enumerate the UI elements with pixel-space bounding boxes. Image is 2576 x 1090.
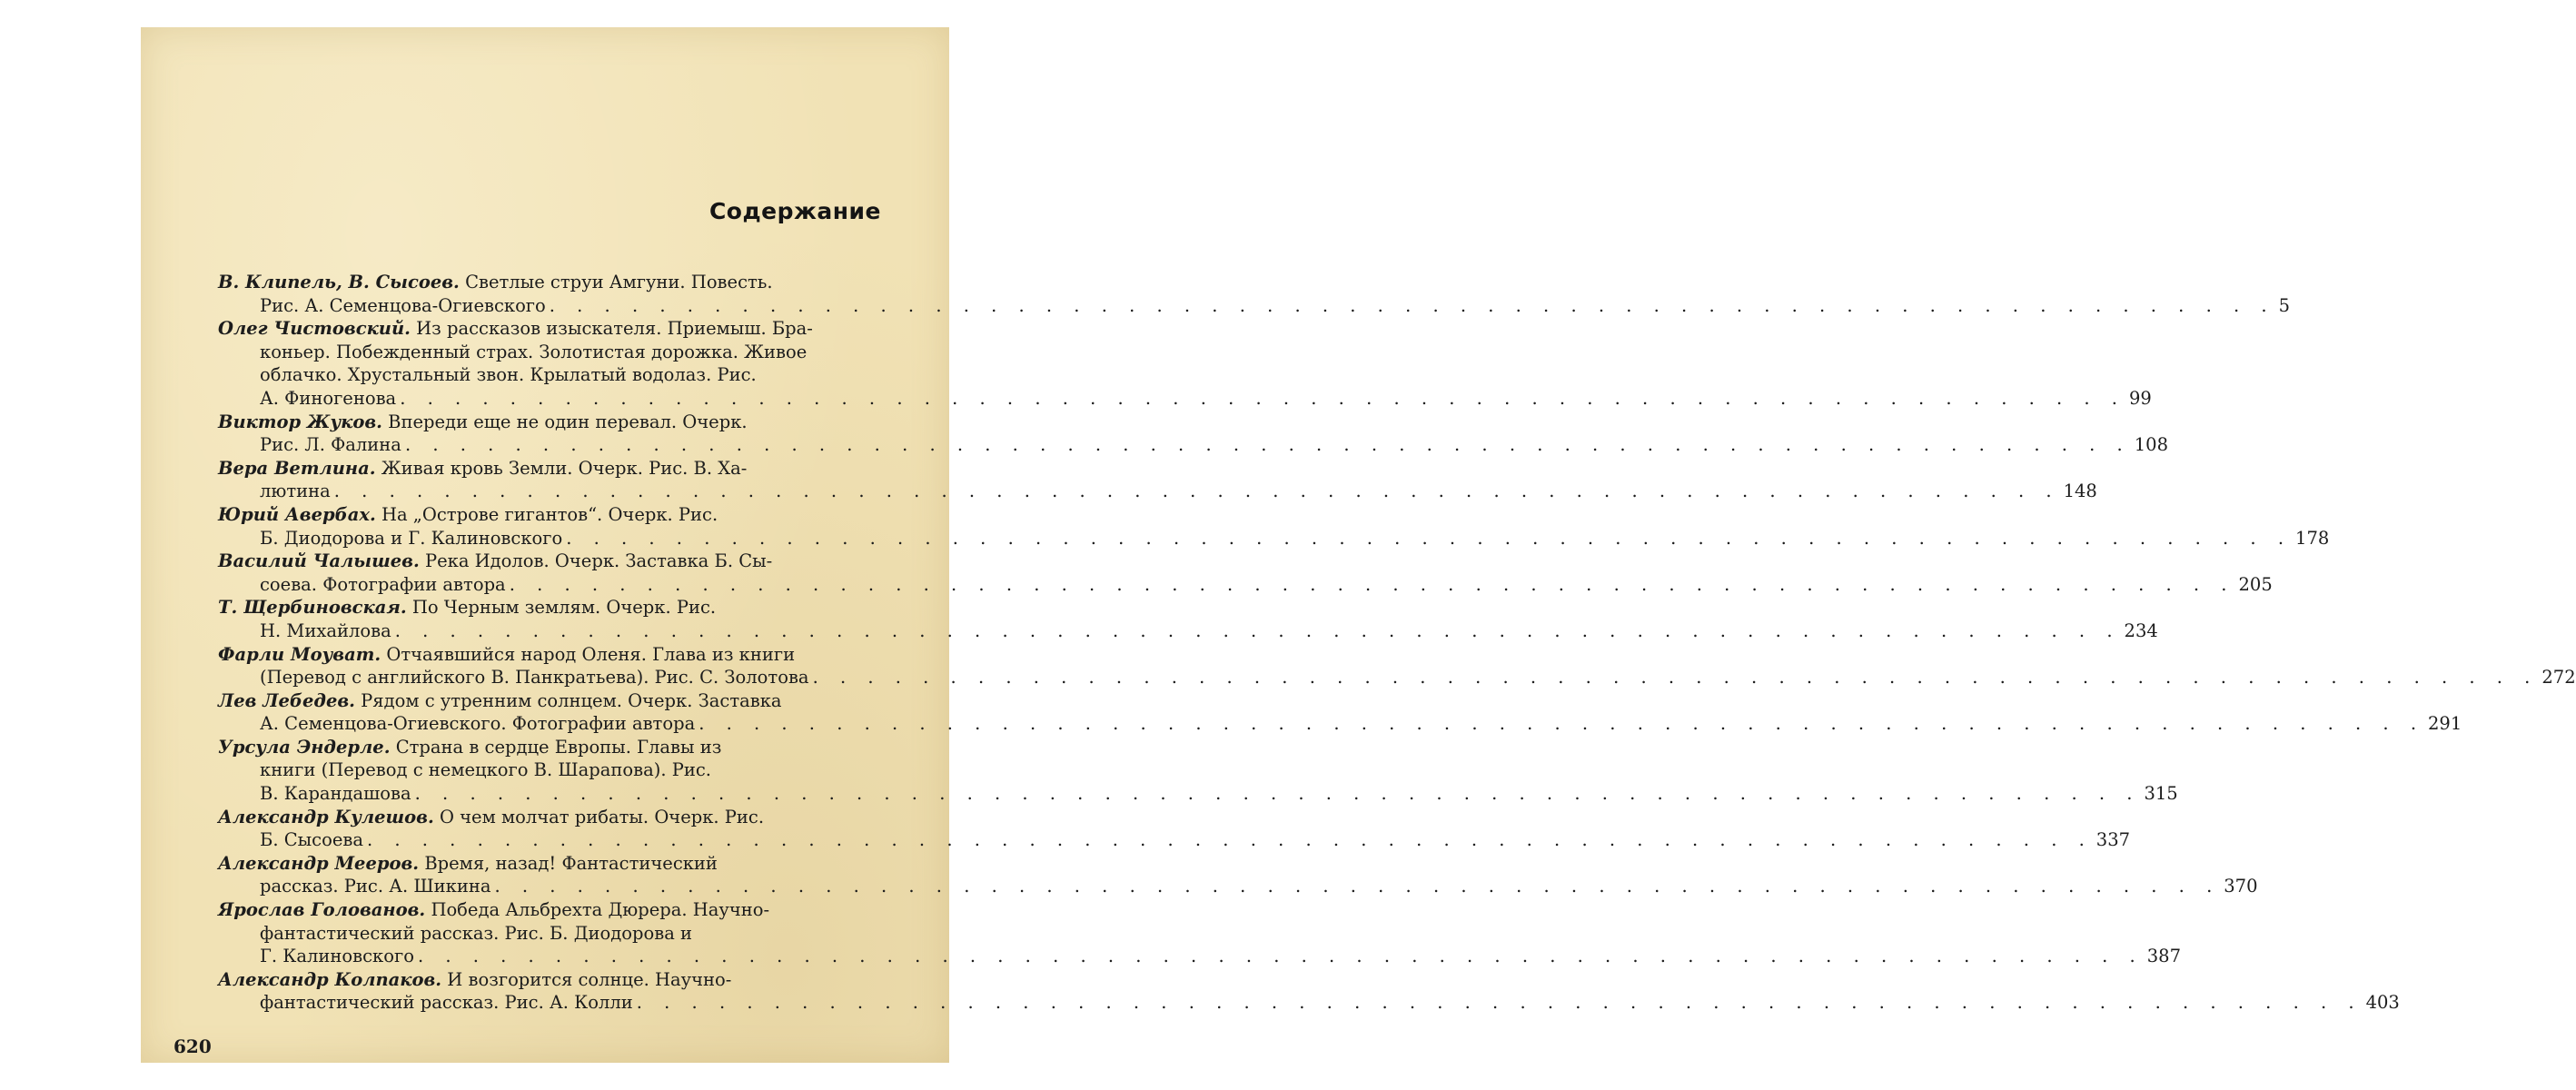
- toc-entry: [218, 806, 2131, 852]
- toc-entry: [218, 503, 2330, 550]
- entry-author: Лев Лебедев.: [218, 689, 355, 711]
- entry-title-line: Светлые струи Амгуни. Повесть.: [465, 272, 773, 292]
- entry-page-number: 178: [2295, 527, 2330, 549]
- entry-author: Олег Чистовский.: [218, 318, 411, 340]
- entry-author: Ярослав Голованов.: [218, 899, 426, 921]
- leader-dots: [411, 783, 2145, 804]
- entry-page-number: 205: [2238, 573, 2273, 595]
- toc-entry: [218, 271, 2290, 317]
- entry-title-line: книги (Перевод с немецкого В. Шарапова). Рис.: [260, 759, 711, 781]
- entry-title-line: фантастический рассказ. Рис. Б. Диодорова и: [260, 922, 693, 944]
- leader-dots: [363, 829, 2096, 850]
- entry-page-number: 370: [2224, 876, 2258, 897]
- entry-author: Урсула Эндерле.: [218, 736, 391, 758]
- entry-author: Александр Мееров.: [218, 852, 420, 874]
- entry-page-number: 234: [2124, 619, 2158, 641]
- toc-entry: [218, 643, 2576, 689]
- page-number: 620: [173, 1036, 212, 1057]
- leader-dots: [562, 528, 2295, 549]
- toc-entry: [218, 852, 2258, 898]
- table-of-contents: [218, 271, 2576, 1015]
- entry-last-line: Рис. Л. Фалина: [260, 434, 401, 456]
- entry-author: Т. Щербиновская.: [218, 597, 407, 619]
- entry-title-line: Река Идолов. Очерк. Заставка Б. Сы-: [424, 550, 773, 572]
- toc-entry: [218, 550, 2273, 596]
- entry-last-line: соева. Фотографии автора: [260, 573, 506, 595]
- entry-page-number: 148: [2063, 481, 2097, 502]
- entry-author: Виктор Жуков.: [218, 411, 382, 432]
- entry-title-line: На „Острове гигантов“. Очерк. Рис.: [381, 503, 718, 525]
- entry-page-number: 291: [2428, 713, 2462, 735]
- toc-entry: [218, 968, 2400, 1015]
- page-title: Содержание: [708, 198, 881, 224]
- entry-author: Василий Чалышев.: [218, 550, 420, 572]
- leader-dots: [391, 620, 2125, 641]
- toc-entry: [218, 411, 2168, 457]
- leader-dots: [331, 481, 2064, 501]
- entry-last-line: В. Карандашова: [260, 783, 411, 805]
- entry-last-line: лютина: [260, 481, 331, 502]
- entry-author: Александр Колпаков.: [218, 968, 442, 990]
- entry-page-number: 272: [2541, 667, 2576, 689]
- entry-last-line: А. Финогенова: [260, 387, 397, 409]
- entry-title-line: Победа Альбрехта Дюрера. Научно-: [431, 899, 770, 921]
- entry-title-line: И возгорится солнце. Научно-: [447, 968, 732, 990]
- entry-last-line: рассказ. Рис. А. Шикина: [260, 876, 491, 897]
- entry-title-line: Отчаявшийся народ Оленя. Глава из книги: [386, 643, 796, 665]
- leader-dots: [695, 713, 2428, 734]
- entry-last-line: Рис. А. Семенцова-Огиевского: [260, 294, 546, 316]
- entry-title-line: коньер. Побежденный страх. Золотистая дорожка. Живое: [260, 341, 807, 362]
- entry-last-line: фантастический рассказ. Рис. А. Колли: [260, 992, 633, 1014]
- entry-last-line: (Перевод с английского В. Панкратьева). Рис. С. Золотова: [260, 667, 809, 689]
- entry-author: Вера Ветлина.: [218, 457, 376, 479]
- entry-page-number: 108: [2134, 434, 2168, 456]
- toc-entry: [218, 596, 2158, 642]
- entry-last-line: Г. Калиновского: [260, 946, 414, 967]
- leader-dots: [633, 992, 2366, 1013]
- entry-last-line: Б. Сысоева: [260, 829, 363, 851]
- leader-dots: [396, 388, 2129, 409]
- entry-last-line: Н. Михайлова: [260, 619, 391, 641]
- entry-page-number: 315: [2144, 783, 2178, 805]
- entry-title-line: облачко. Хрустальный звон. Крылатый водолаз. Рис.: [260, 364, 757, 386]
- entry-title-line: Живая кровь Земли. Очерк. Рис. В. Ха-: [381, 457, 748, 479]
- leader-dots: [490, 876, 2224, 897]
- entry-last-line: Б. Диодорова и Г. Калиновского: [260, 527, 563, 549]
- entry-title-line: Время, назад! Фантастический: [424, 852, 718, 874]
- leader-dots: [401, 434, 2135, 455]
- entry-author: Александр Кулешов.: [218, 806, 434, 827]
- toc-entry: [218, 898, 2181, 968]
- toc-entry: [218, 689, 2462, 736]
- toc-entry: [218, 457, 2097, 503]
- entry-page-number: 5: [2278, 294, 2290, 316]
- entry-author: Фарли Моуват.: [218, 643, 381, 665]
- leader-dots: [414, 946, 2147, 966]
- entry-last-line: А. Семенцова-Огиевского. Фотографии автора: [260, 713, 696, 735]
- entry-title-line: Страна в сердце Европы. Главы из: [395, 736, 722, 758]
- entry-author: Юрий Авербах.: [218, 503, 376, 525]
- entry-page-number: 337: [2095, 829, 2131, 851]
- entry-page-number: 387: [2146, 946, 2181, 967]
- entry-title-line: Рядом с утренним солнцем. Очерк. Заставка: [361, 689, 782, 711]
- entry-page-number: 403: [2365, 992, 2400, 1014]
- entry-title-line: Из рассказов изыскателя. Приемыш. Бра-: [416, 318, 813, 340]
- toc-entry: [218, 317, 2152, 410]
- entry-title-line: Впереди еще не один перевал. Очерк.: [388, 411, 748, 432]
- entry-author: В. Клипель, В. Сысоев.: [218, 272, 460, 292]
- entry-page-number: 99: [2129, 387, 2152, 409]
- leader-dots: [809, 667, 2542, 688]
- toc-entry: [218, 736, 2178, 806]
- entry-title-line: О чем молчат рибаты. Очерк. Рис.: [439, 806, 765, 827]
- leader-dots: [506, 574, 2239, 595]
- book-page: [141, 27, 2576, 1063]
- leader-dots: [546, 295, 2279, 316]
- entry-title-line: По Черным землям. Очерк. Рис.: [411, 597, 717, 619]
